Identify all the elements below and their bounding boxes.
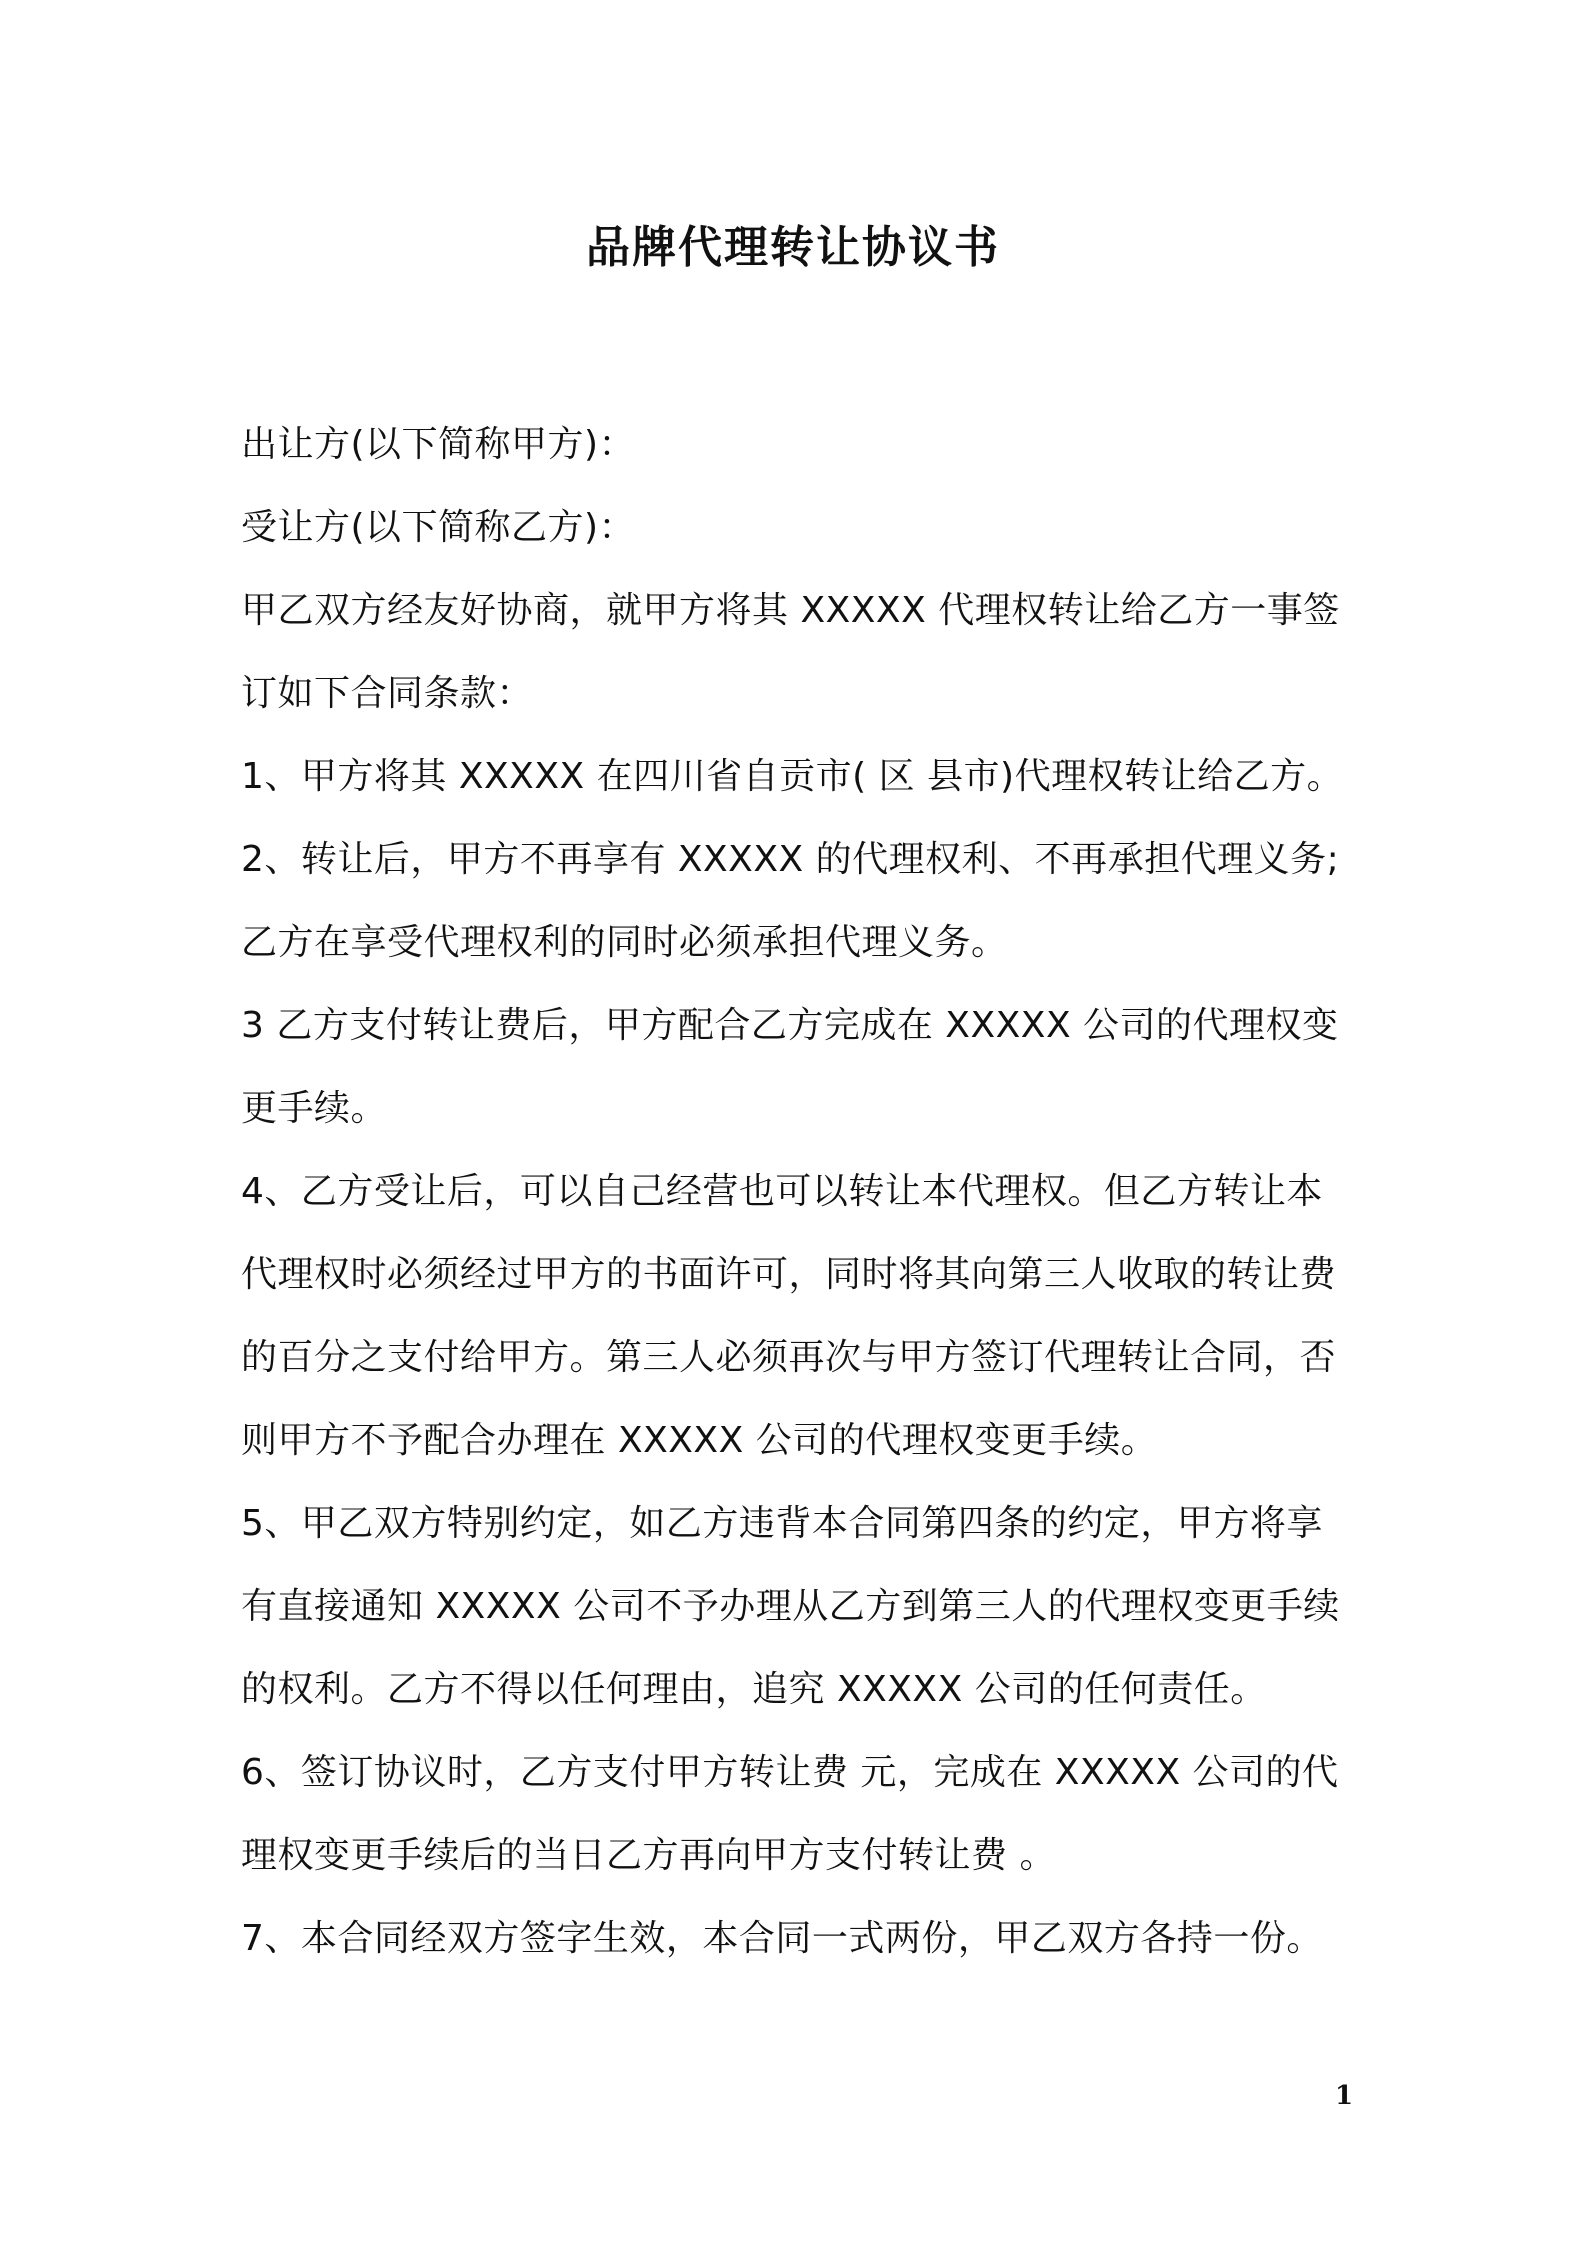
clause-4-line-3: 的百分之支付给甲方。第三人必须再次与甲方签订代理转让合同，否: [241, 1337, 1337, 1378]
clause-4-line-2: 代理权时必须经过甲方的书面许可，同时将其向第三人收取的转让费: [241, 1254, 1337, 1295]
clause-3-line-1: 3 乙方支付转让费后，甲方配合乙方完成在 XXXXX 公司的代理权变: [241, 1005, 1339, 1046]
clause-1-line-1: 1、甲方将其 XXXXX 在四川省自贡市( 区 县市)代理权转让给乙方。: [241, 756, 1344, 797]
clause-6-line-2: 理权变更手续后的当日乙方再向甲方支付转让费 。: [241, 1835, 1056, 1876]
page-number: 1: [1334, 2081, 1354, 2111]
party-a-line: 出让方(以下简称甲方)：: [241, 424, 636, 465]
clause-2-line-1: 2、转让后，甲方不再享有 XXXXX 的代理权利、不再承担代理义务;: [241, 839, 1340, 880]
document-body: [241, 403, 1353, 1980]
clause-5-line-1: 5、甲乙双方特别约定，如乙方违背本合同第四条的约定，甲方将享: [241, 1503, 1323, 1544]
clause-6-line-1: 6、签订协议时，乙方支付甲方转让费 元，完成在 XXXXX 公司的代: [241, 1752, 1339, 1793]
document-title: 品牌代理转让协议书: [586, 222, 1000, 273]
preamble-line-2: 订如下合同条款：: [241, 673, 534, 714]
clause-4-line-4: 则甲方不予配合办理在 XXXXX 公司的代理权变更手续。: [241, 1420, 1158, 1461]
clause-7-line-1: 7、本合同经双方签字生效，本合同一式两份，甲乙双方各持一份。: [241, 1918, 1323, 1959]
clause-5-line-3: 的权利。乙方不得以任何理由，追究 XXXXX 公司的任何责任。: [241, 1669, 1267, 1710]
clause-4-line-1: 4、乙方受让后，可以自己经营也可以转让本代理权。但乙方转让本: [241, 1171, 1323, 1212]
clause-2-line-2: 乙方在享受代理权利的同时必须承担代理义务。: [241, 922, 1008, 963]
preamble-line-1: 甲乙双方经友好协商，就甲方将其 XXXXX 代理权转让给乙方一事签: [241, 590, 1340, 631]
clause-3-line-2: 更手续。: [241, 1088, 388, 1129]
clause-5-line-2: 有直接通知 XXXXX 公司不予办理从乙方到第三人的代理权变更手续: [241, 1586, 1340, 1627]
party-b-line: 受让方(以下简称乙方)：: [241, 507, 636, 548]
